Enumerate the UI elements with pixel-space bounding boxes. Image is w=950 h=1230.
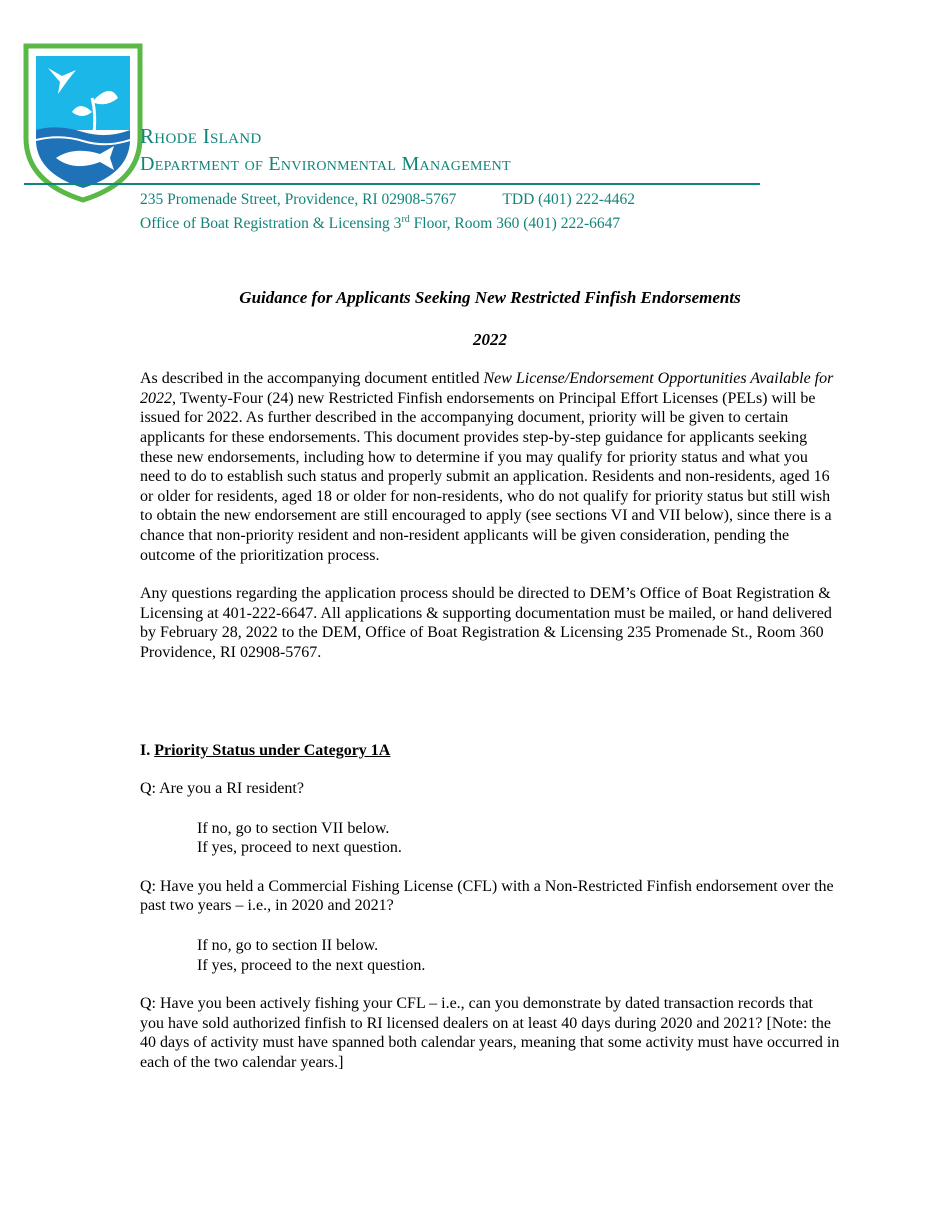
agency-name-line1: Rhode Island <box>140 124 262 148</box>
document-title: Guidance for Applicants Seeking New Restricted Finfish Endorsements <box>239 288 741 307</box>
answer-block-resident <box>140 819 840 858</box>
section-number: I. <box>140 741 155 759</box>
document-body <box>140 288 840 1073</box>
office-prefix: Office of Boat Registration & Licensing 3 <box>140 215 402 233</box>
answer-no: If no, go to section II below. <box>197 937 379 955</box>
agency-name-line2: Department of Environmental Management <box>140 153 511 175</box>
contact-paragraph: Any questions regarding the application process should be directed to DEM’s Office of Boat Registration & Licensing at 401-222-6647. All applications & supporting documentation must be mailed, or hand delivered by February 28, 2022 to the DEM, Office of Boat Registration & Licensing 235 Promenade St., Room 360 Providence, RI 02908-5767. <box>140 585 832 661</box>
office-floor-sup: rd <box>401 214 410 225</box>
letterhead-divider <box>24 183 760 185</box>
referenced-document-title: New License/Endorsement Opportunities Available for 2022 <box>140 370 834 407</box>
answer-no: If no, go to section VII below. <box>197 819 390 837</box>
answer-yes: If yes, proceed to next question. <box>197 839 402 857</box>
agency-name <box>140 122 511 178</box>
office-line <box>140 210 635 234</box>
section-title: Priority Status under Category 1A <box>154 741 391 759</box>
letterhead-address <box>140 190 635 234</box>
question-active-fishing: Q: Have you been actively fishing your CFL – i.e., can you demonstrate by dated transaction records that you have sold authorized finfish to RI licensed dealers on at least 40 days during 2020 and 2021? [Note: the 40 days of activity must have spanned both calendar years, meaning that some activity must have occurred in each of the two calendar years.] <box>140 995 840 1072</box>
intro-paragraph <box>140 369 840 565</box>
street-address: 235 Promenade Street, Providence, RI 02908-5767 <box>140 191 457 208</box>
answer-yes: If yes, proceed to the next question. <box>197 956 426 974</box>
tdd-number: TDD (401) 222-4462 <box>502 191 635 208</box>
question-cfl: Q: Have you held a Commercial Fishing License (CFL) with a Non-Restricted Finfish endorsement over the past two years – i.e., in 2020 and 2021? <box>140 877 834 915</box>
intro-rest: , Twenty-Four (24) new Restricted Finfish endorsements on Principal Effort Licenses (PELs) will be issued for 2022. As further described in the accompanying document, priority will be given to certain applicants for these endorsements. This document provides step-by-step guidance for applicants seeking these new endorsements, including how to determine if you may qualify for priority status and what you need to do to establish such status and properly submit an application. Residents and non-residents, aged 16 or older for residents, aged 18 or older for non-residents, who do not qualify for priority status but still wish to obtain the new endorsement are still encouraged to apply (see sections VI and VII below), since there is a chance that non-priority resident and non-resident applicants will be given consideration, pending the outcome of the prioritization process. <box>140 389 832 564</box>
intro-lead: As described in the accompanying document entitled <box>140 370 484 388</box>
answer-block-cfl <box>140 936 840 975</box>
office-suffix: Floor, Room 360 (401) 222-6647 <box>409 215 621 233</box>
ri-dem-shield-logo <box>22 42 144 204</box>
question-resident: Q: Are you a RI resident? <box>140 780 304 798</box>
document-year: 2022 <box>473 329 507 349</box>
section-heading <box>140 741 840 761</box>
